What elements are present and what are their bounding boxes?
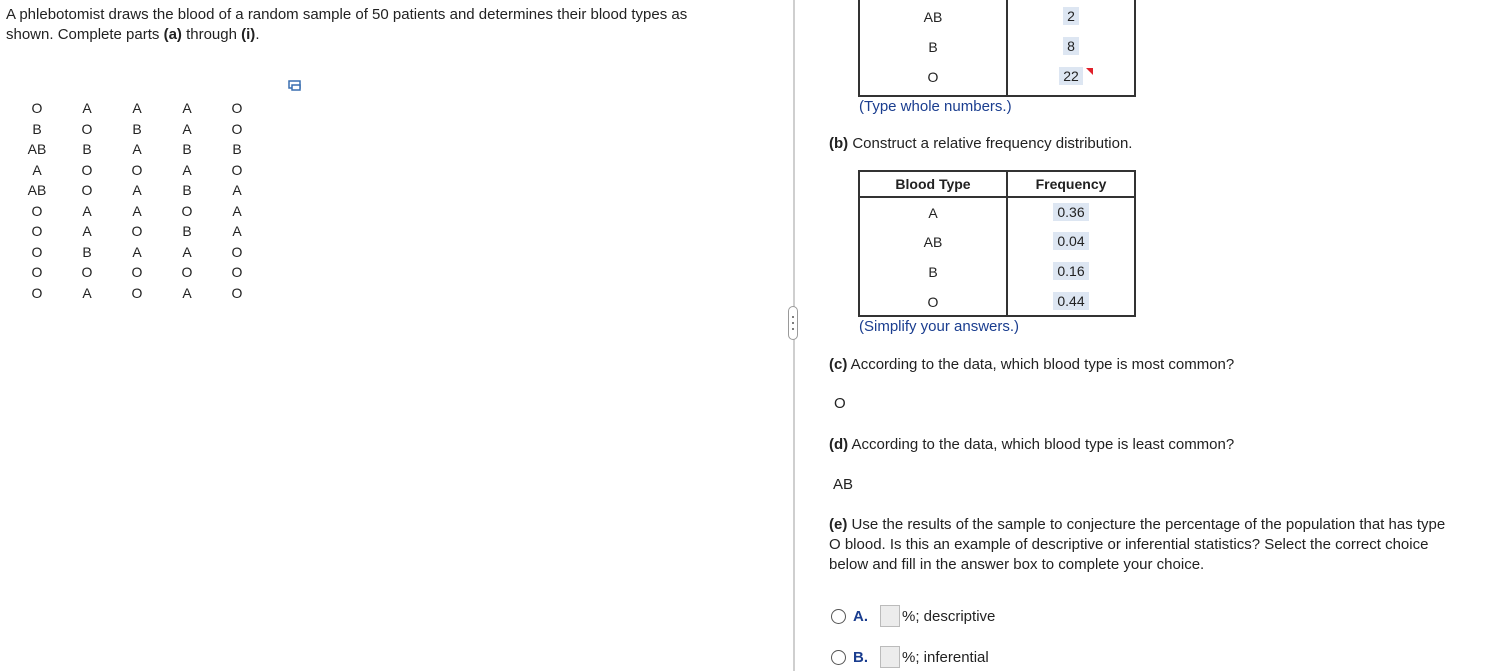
relative-frequency-table	[858, 170, 1136, 317]
blood-grid-cell: O	[31, 223, 43, 239]
blood-grid-cell: O	[31, 284, 43, 301]
part-e-line-1: Use the results of the sample to conjecture the percentage of the population that has type	[847, 516, 1446, 533]
rel-freq-o[interactable]: 0.44	[1053, 292, 1088, 310]
prompt-line-1: A phlebotomist draws the blood of a random sample of 50 patients and determines their blood types as	[6, 6, 688, 23]
prompt-line-2: shown. Complete parts	[6, 26, 164, 43]
blood-grid-cell: O	[131, 284, 143, 301]
choice-b-letter: B.	[853, 648, 868, 666]
blood-grid-cell: A	[82, 223, 92, 239]
frequency-table-a	[858, 0, 1136, 97]
part-c-text: According to the data, which blood type is most common?	[847, 356, 1235, 373]
blood-grid-cell: B	[182, 182, 192, 198]
blood-grid-cell: A	[232, 202, 242, 219]
blood-grid-cell: O	[31, 100, 43, 116]
blood-grid-cell: B	[182, 141, 192, 157]
blood-grid-cell: O	[181, 202, 193, 219]
choice-a-input[interactable]	[880, 605, 900, 627]
blood-grid-cell: B	[132, 120, 142, 137]
table-a-freq-b[interactable]: 8	[1063, 37, 1079, 55]
blood-grid-cell: O	[231, 284, 243, 301]
blood-grid-cell: B	[32, 120, 42, 137]
blood-grid-cell: A	[132, 243, 142, 260]
table-b-note: (Simplify your answers.)	[859, 318, 1020, 335]
blood-grid-cell: O	[131, 264, 143, 280]
blood-grid-cell: A	[132, 141, 142, 157]
table-a-type-ab: AB	[923, 9, 943, 25]
answer-pane	[800, 0, 1502, 671]
blood-grid-cell: A	[182, 161, 192, 178]
blood-grid-cell: A	[32, 161, 42, 178]
choice-b-suffix: %; inferential	[902, 648, 989, 666]
table-a-freq-o[interactable]: 22	[1059, 67, 1083, 85]
incorrect-flag	[1086, 68, 1093, 75]
blood-grid-cell: O	[231, 100, 243, 116]
blood-grid-cell: A	[82, 284, 92, 301]
blood-grid-cell: A	[182, 120, 192, 137]
choice-a-suffix: %; descriptive	[902, 607, 996, 625]
part-b-text: Construct a relative frequency distribution.	[848, 135, 1133, 152]
part-d-label: (d)	[829, 436, 849, 453]
choice-b-input[interactable]	[880, 646, 900, 668]
rel-freq-b[interactable]: 0.16	[1053, 262, 1088, 280]
rel-freq-ab[interactable]: 0.04	[1053, 232, 1088, 250]
blood-grid-cell: A	[182, 100, 192, 116]
table-a-freq-ab[interactable]: 2	[1063, 7, 1079, 25]
header-frequency: Frequency	[1035, 176, 1107, 192]
prompt-through: through	[181, 26, 242, 43]
blood-grid-cell: O	[31, 243, 43, 260]
part-b-label: (b)	[829, 135, 849, 152]
prompt-part-i: (i)	[241, 26, 256, 43]
part-d-question	[829, 435, 1234, 455]
blood-grid-cell: A	[132, 182, 142, 198]
question-prompt	[6, 5, 766, 45]
blood-grid-cell: O	[81, 161, 93, 178]
rel-type-ab: AB	[923, 234, 943, 250]
choice-a-radio[interactable]	[831, 609, 846, 624]
part-e-label: (e)	[829, 516, 848, 533]
table-a-type-o: O	[927, 69, 939, 85]
blood-grid-cell: O	[231, 161, 243, 178]
choice-b-radio[interactable]	[831, 650, 846, 665]
blood-grid-cell: O	[31, 202, 43, 219]
prompt-part-a: (a)	[163, 26, 182, 43]
prompt-period: .	[255, 26, 260, 43]
blood-grid-cell: B	[82, 141, 92, 157]
blood-grid-cell: O	[231, 243, 243, 260]
choice-b[interactable]	[831, 646, 989, 668]
blood-grid-cell: O	[81, 120, 93, 137]
blood-grid-cell: O	[81, 182, 93, 198]
part-d-text: According to the data, which blood type is least common?	[848, 436, 1235, 453]
pane-resize-handle[interactable]	[788, 306, 798, 340]
blood-grid-cell: A	[82, 202, 92, 219]
blood-grid-cell: A	[132, 100, 142, 116]
rel-type-b: B	[928, 264, 938, 280]
part-e-line-2: O blood. Is this an example of descriptive or inferential statistics? Select the correct choice	[829, 536, 1429, 553]
part-e-line-3: below and fill in the answer box to complete your choice.	[829, 556, 1205, 573]
blood-grid-cell: B	[182, 223, 192, 239]
part-b-question	[829, 134, 1132, 154]
table-a-note: (Type whole numbers.)	[859, 98, 1012, 115]
blood-grid-cell: A	[232, 182, 242, 198]
blood-grid-cell: O	[31, 264, 43, 280]
rel-type-o: O	[927, 294, 939, 310]
blood-grid-cell: O	[131, 223, 143, 239]
choice-a[interactable]	[831, 605, 995, 627]
part-c-label: (c)	[829, 356, 848, 373]
blood-grid-cell: AB	[27, 141, 47, 157]
blood-grid-cell: O	[181, 264, 193, 280]
blood-grid-cell: A	[82, 100, 92, 116]
part-c-question	[829, 355, 1234, 375]
rel-type-a: A	[928, 205, 938, 221]
blood-grid-cell: A	[232, 223, 242, 239]
blood-grid-cell: O	[131, 161, 143, 178]
blood-grid-cell: O	[231, 264, 243, 280]
blood-grid-cell: A	[182, 243, 192, 260]
rel-freq-a[interactable]: 0.36	[1053, 203, 1088, 221]
blood-grid-cell: O	[231, 120, 243, 137]
part-d-answer[interactable]: AB	[833, 476, 854, 493]
table-a-type-b: B	[928, 39, 938, 55]
blood-grid-cell: O	[81, 264, 93, 280]
blood-grid-cell: B	[82, 243, 92, 260]
blood-grid-cell: A	[132, 202, 142, 219]
part-c-answer[interactable]: O	[834, 395, 846, 412]
choice-a-letter: A.	[853, 607, 868, 625]
blood-grid-cell: AB	[27, 182, 47, 198]
blood-grid-cell: A	[182, 284, 192, 301]
blood-grid-cell: B	[232, 141, 242, 157]
part-e-question	[829, 515, 1501, 575]
header-blood-type: Blood Type	[895, 176, 971, 192]
copy-data-icon[interactable]	[288, 80, 302, 92]
